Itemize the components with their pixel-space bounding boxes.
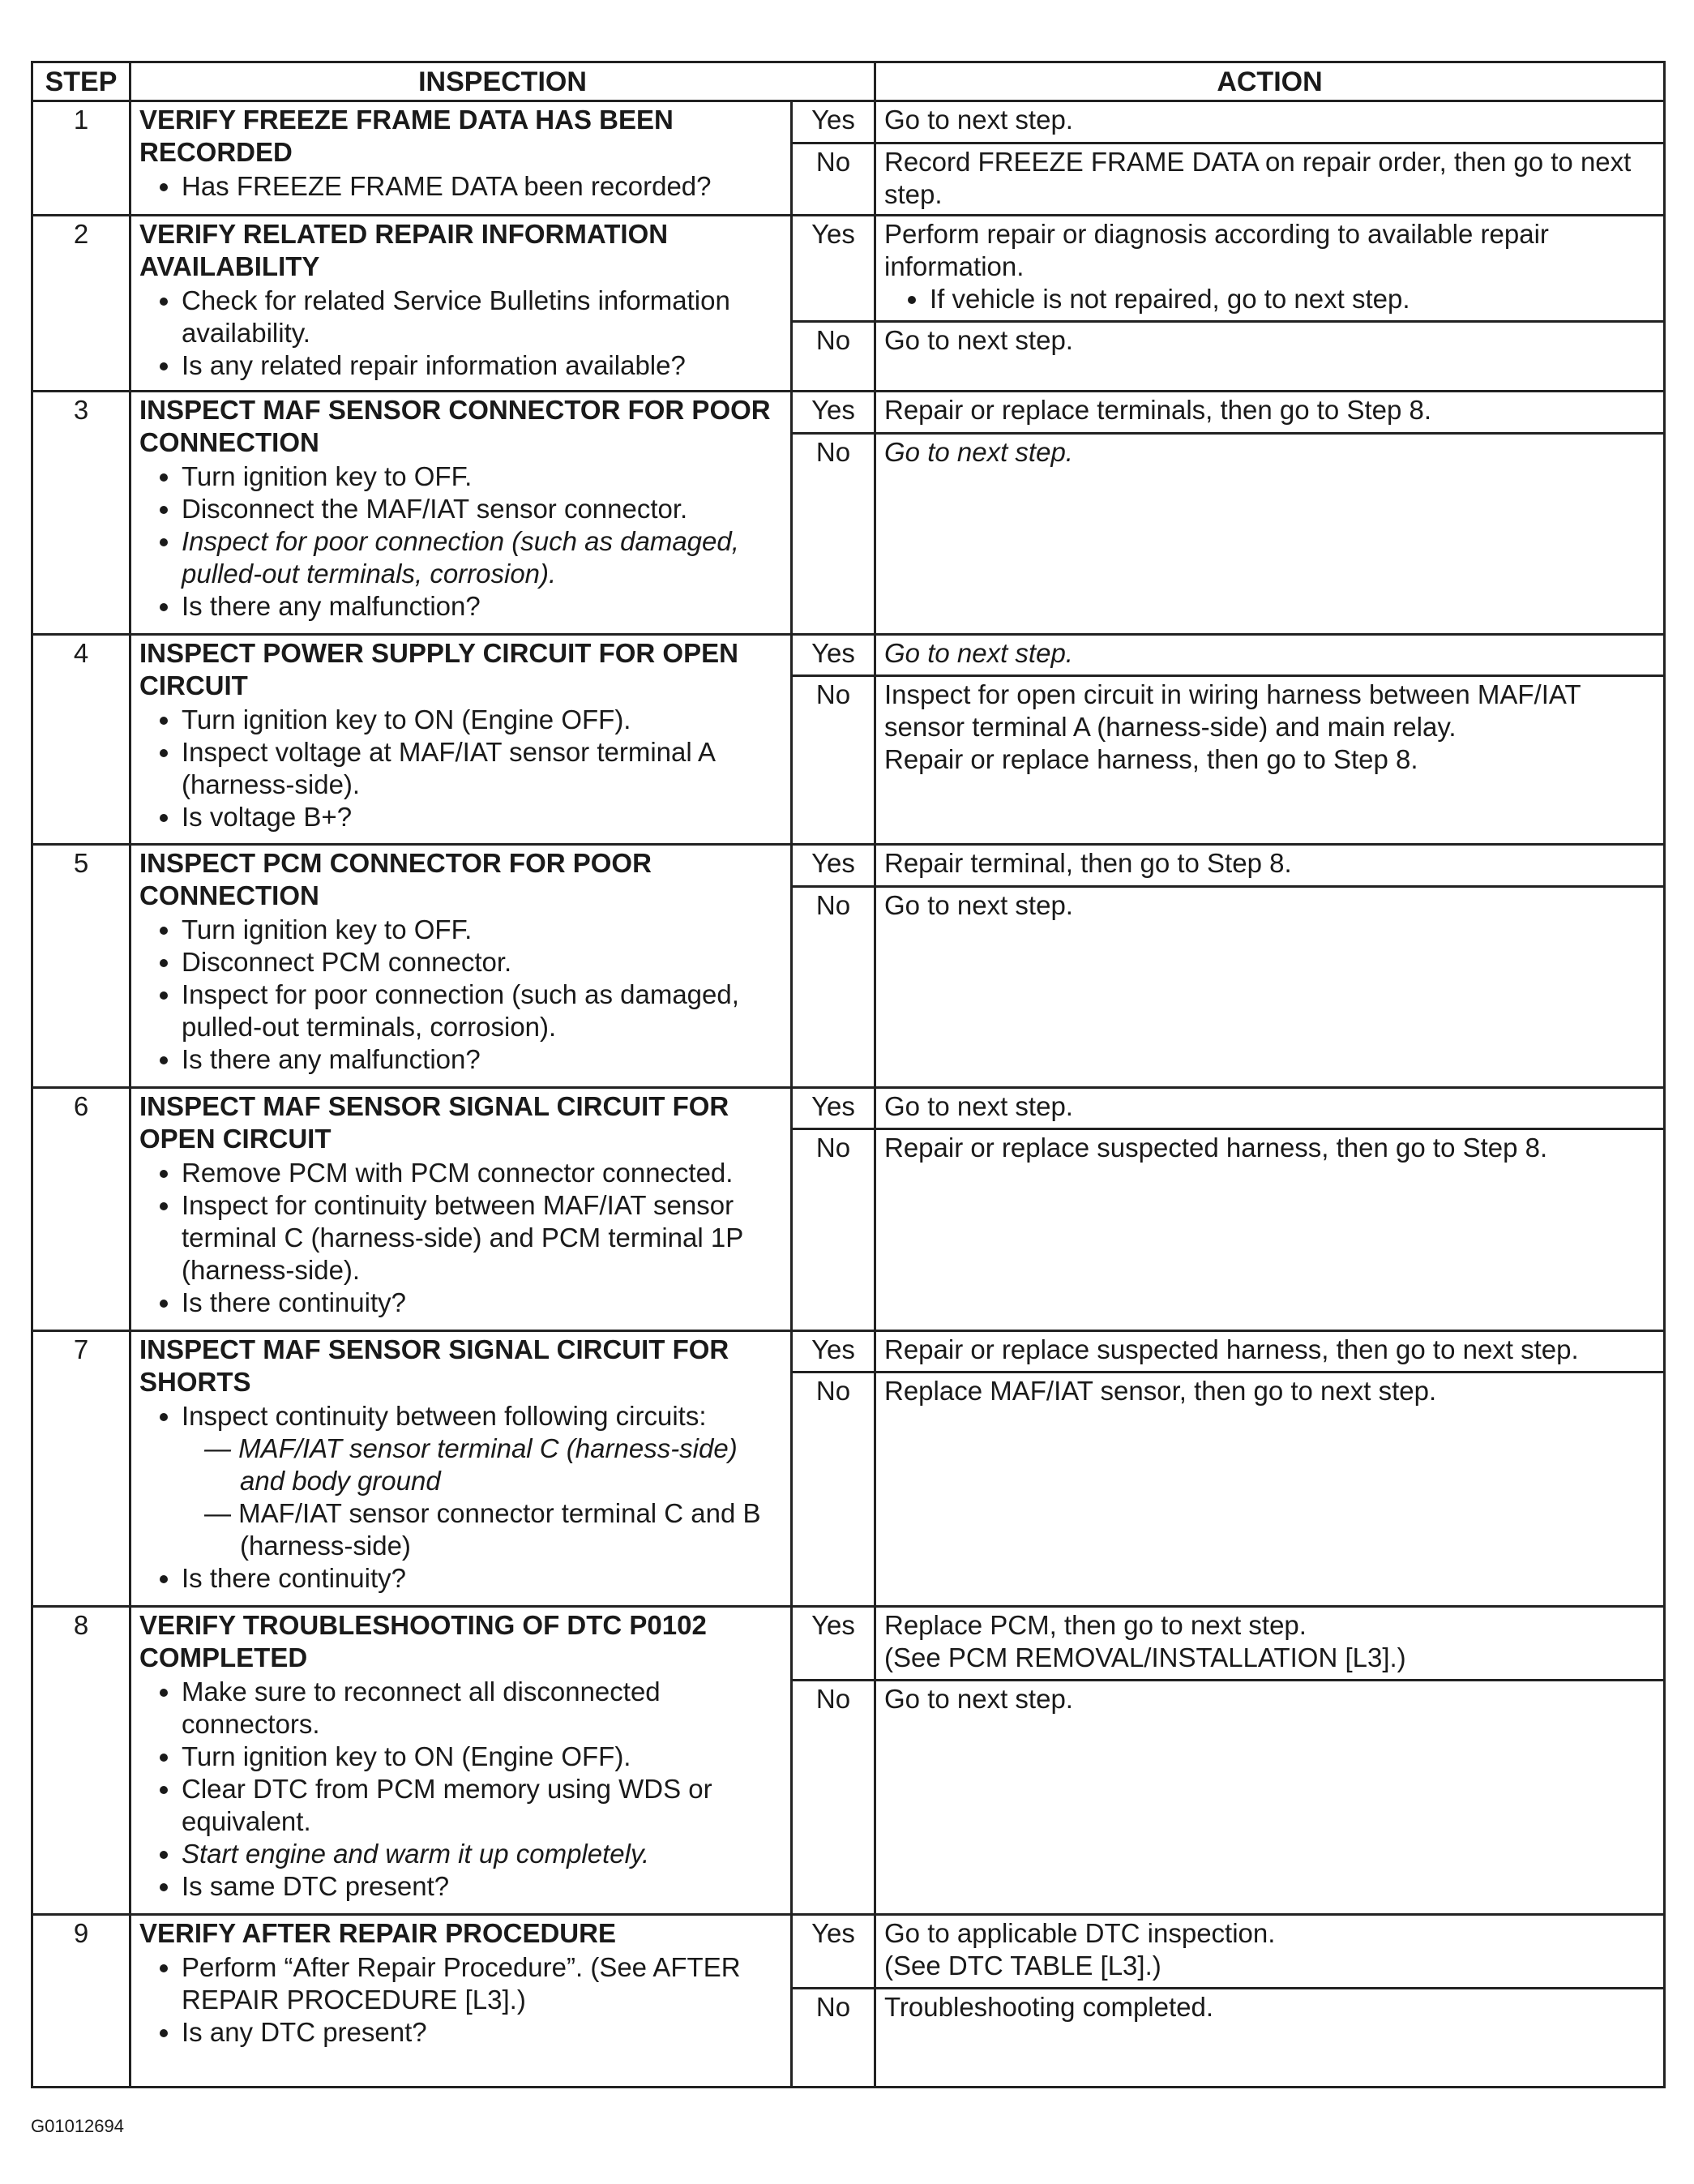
step-8-inspection <box>130 1606 792 1914</box>
bullet-item: • Is there continuity? <box>182 1562 782 1595</box>
bullet-item: • Disconnect PCM connector. <box>182 946 782 979</box>
step-title: VERIFY AFTER REPAIR PROCEDURE <box>139 1917 616 1948</box>
no-label: No <box>792 1129 875 1330</box>
no-label: No <box>792 143 875 216</box>
step-title: INSPECT MAF SENSOR SIGNAL CIRCUIT FOR SHORTS <box>139 1334 729 1397</box>
no-action: Repair or replace suspected harness, then go to Step 8. <box>875 1129 1665 1330</box>
yes-label: Yes <box>792 392 875 433</box>
bullet-item: • Is there any malfunction? <box>182 1043 782 1076</box>
yes-action: Go to next step. <box>875 1088 1665 1129</box>
step-title: INSPECT POWER SUPPLY CIRCUIT FOR OPEN CIRCUIT <box>139 637 738 700</box>
yes-action: Go to next step. <box>875 101 1665 143</box>
yes-action: Repair or replace terminals, then go to Step 8. <box>875 392 1665 433</box>
yes-action: Repair terminal, then go to Step 8. <box>875 845 1665 886</box>
step-7-yes-row <box>32 1330 1665 1372</box>
bullet-item: • Clear DTC from PCM memory using WDS or equivalent. <box>182 1773 782 1838</box>
step-bullets <box>139 1676 782 1903</box>
bullet-item: • If vehicle is not repaired, go to next step. <box>930 283 1655 315</box>
yes-label: Yes <box>792 1330 875 1372</box>
yes-label: Yes <box>792 845 875 886</box>
no-label: No <box>792 676 875 845</box>
yes-action-cell <box>875 1606 1665 1681</box>
step-number: 6 <box>32 1088 130 1331</box>
step-number: 1 <box>32 101 130 216</box>
step-6-inspection <box>130 1088 792 1331</box>
step-bullets <box>139 460 782 623</box>
no-action: Replace MAF/IAT sensor, then go to next step. <box>875 1372 1665 1606</box>
step-bullets <box>139 914 782 1076</box>
bullet-item: • Is any related repair information available? <box>182 349 782 382</box>
inspection-header: INSPECTION <box>130 62 875 101</box>
step-number: 4 <box>32 634 130 844</box>
yes-label: Yes <box>792 101 875 143</box>
step-9-yes-row <box>32 1914 1665 1989</box>
yes-action-reference: (See DTC TABLE [L3].) <box>884 1950 1161 1981</box>
step-4-yes-row <box>32 634 1665 675</box>
step-2-yes-row <box>32 216 1665 322</box>
no-action: Go to next step. <box>875 886 1665 1087</box>
step-bullets <box>139 704 782 833</box>
no-action-cell <box>875 676 1665 845</box>
step-3-yes-row <box>32 392 1665 433</box>
no-action: Troubleshooting completed. <box>875 1989 1665 2088</box>
step-number: 7 <box>32 1330 130 1606</box>
step-5-yes-row <box>32 845 1665 886</box>
step-number: 5 <box>32 845 130 1088</box>
step-title: INSPECT PCM CONNECTOR FOR POOR CONNECTION <box>139 848 652 911</box>
sub-item: — MAF/IAT sensor terminal C (harness-side) and body ground <box>204 1432 738 1496</box>
step-8-yes-row <box>32 1606 1665 1681</box>
bullet-item: • Start engine and warm it up completely. <box>182 1838 782 1870</box>
step-number: 8 <box>32 1606 130 1914</box>
yes-label: Yes <box>792 216 875 322</box>
no-label: No <box>792 1372 875 1606</box>
bullet-item: • Has FREEZE FRAME DATA been recorded? <box>182 170 782 203</box>
step-3-inspection <box>130 392 792 635</box>
no-label: No <box>792 433 875 634</box>
bullet-item: • Remove PCM with PCM connector connected. <box>182 1157 782 1189</box>
yes-action: Go to applicable DTC inspection. <box>884 1917 1276 1948</box>
yes-action-bullets <box>884 283 1655 315</box>
step-bullets <box>139 285 782 382</box>
yes-action-cell <box>875 216 1665 322</box>
bullet-item: • Turn ignition key to ON (Engine OFF). <box>182 704 782 736</box>
action-header: ACTION <box>875 62 1665 101</box>
bullet-item: • Is there continuity? <box>182 1287 782 1319</box>
yes-action-reference: (See PCM REMOVAL/INSTALLATION [L3].) <box>884 1642 1406 1672</box>
bullet-item: • Turn ignition key to OFF. <box>182 460 782 493</box>
bullet-item <box>182 1400 782 1562</box>
step-bullets <box>139 1951 782 2049</box>
no-action: Go to next step. <box>875 321 1665 391</box>
no-label: No <box>792 1681 875 1915</box>
step-header: STEP <box>32 62 130 101</box>
bullet-item: • Is voltage B+? <box>182 801 782 833</box>
step-5-inspection <box>130 845 792 1088</box>
yes-action-cell <box>875 1914 1665 1989</box>
yes-label: Yes <box>792 1606 875 1681</box>
bullet-text: Inspect continuity between following circuits: <box>182 1400 707 1431</box>
step-number: 3 <box>32 392 130 635</box>
no-action: Go to next step. <box>875 433 1665 634</box>
no-label: No <box>792 321 875 391</box>
bullet-item: • Turn ignition key to ON (Engine OFF). <box>182 1741 782 1773</box>
yes-action: Repair or replace suspected harness, then go to next step. <box>875 1330 1665 1372</box>
bullet-item: • Inspect for poor connection (such as damaged, pulled-out terminals, corrosion). <box>182 525 782 590</box>
bullet-item: • Inspect voltage at MAF/IAT sensor terminal A (harness-side). <box>182 736 782 801</box>
step-7-inspection <box>130 1330 792 1606</box>
yes-label: Yes <box>792 634 875 675</box>
header-row <box>32 62 1665 101</box>
yes-label: Yes <box>792 1088 875 1129</box>
bullet-item: • Is any DTC present? <box>182 2016 782 2049</box>
step-4-inspection <box>130 634 792 844</box>
bullet-item: • Check for related Service Bulletins information availability. <box>182 285 782 349</box>
step-title: VERIFY TROUBLESHOOTING OF DTC P0102 COMPLETED <box>139 1609 707 1672</box>
step-bullets <box>139 1400 782 1595</box>
step-bullets <box>139 170 782 203</box>
step-title: INSPECT MAF SENSOR CONNECTOR FOR POOR CONNECTION <box>139 395 771 458</box>
yes-label: Yes <box>792 1914 875 1989</box>
bullet-item: • Disconnect the MAF/IAT sensor connector. <box>182 493 782 525</box>
no-action: Go to next step. <box>875 1681 1665 1915</box>
bullet-item: • Inspect for poor connection (such as damaged, pulled-out terminals, corrosion). <box>182 979 782 1043</box>
bullet-item: • Make sure to reconnect all disconnected connectors. <box>182 1676 782 1741</box>
sub-list <box>182 1432 782 1562</box>
step-title: VERIFY FREEZE FRAME DATA HAS BEEN RECORDED <box>139 105 674 168</box>
yes-action: Go to next step. <box>875 634 1665 675</box>
step-title: INSPECT MAF SENSOR SIGNAL CIRCUIT FOR OPEN CIRCUIT <box>139 1091 729 1154</box>
yes-action: Replace PCM, then go to next step. <box>884 1609 1307 1640</box>
step-number: 2 <box>32 216 130 392</box>
sub-item: — MAF/IAT sensor connector terminal C and B (harness-side) <box>204 1497 761 1561</box>
step-2-inspection <box>130 216 792 392</box>
diagnostic-table <box>31 61 1666 2088</box>
no-label: No <box>792 886 875 1087</box>
no-label: No <box>792 1989 875 2088</box>
step-1-inspection <box>130 101 792 216</box>
step-bullets <box>139 1157 782 1319</box>
no-action-line-2: Repair or replace harness, then go to Step 8. <box>884 744 1418 775</box>
no-action: Record FREEZE FRAME DATA on repair order, then go to next step. <box>875 143 1665 216</box>
figure-code: G01012694 <box>31 2116 124 2136</box>
step-9-inspection <box>130 1914 792 2087</box>
bullet-item: • Is same DTC present? <box>182 1870 782 1903</box>
step-6-yes-row <box>32 1088 1665 1129</box>
no-action: Inspect for open circuit in wiring harness between MAF/IAT sensor terminal A (harness-side) and main relay. <box>884 679 1581 743</box>
step-1-yes-row <box>32 101 1665 143</box>
bullet-item: • Is there any malfunction? <box>182 590 782 623</box>
step-number: 9 <box>32 1914 130 2087</box>
yes-action: Perform repair or diagnosis according to available repair information. <box>884 219 1549 282</box>
step-title: VERIFY RELATED REPAIR INFORMATION AVAILABILITY <box>139 219 669 282</box>
bullet-item: • Perform “After Repair Procedure”. (See AFTER REPAIR PROCEDURE [L3].) <box>182 1951 782 2016</box>
bullet-item: • Turn ignition key to OFF. <box>182 914 782 946</box>
bullet-item: • Inspect for continuity between MAF/IAT sensor terminal C (harness-side) and PCM terminal 1P (harness-side). <box>182 1189 782 1287</box>
